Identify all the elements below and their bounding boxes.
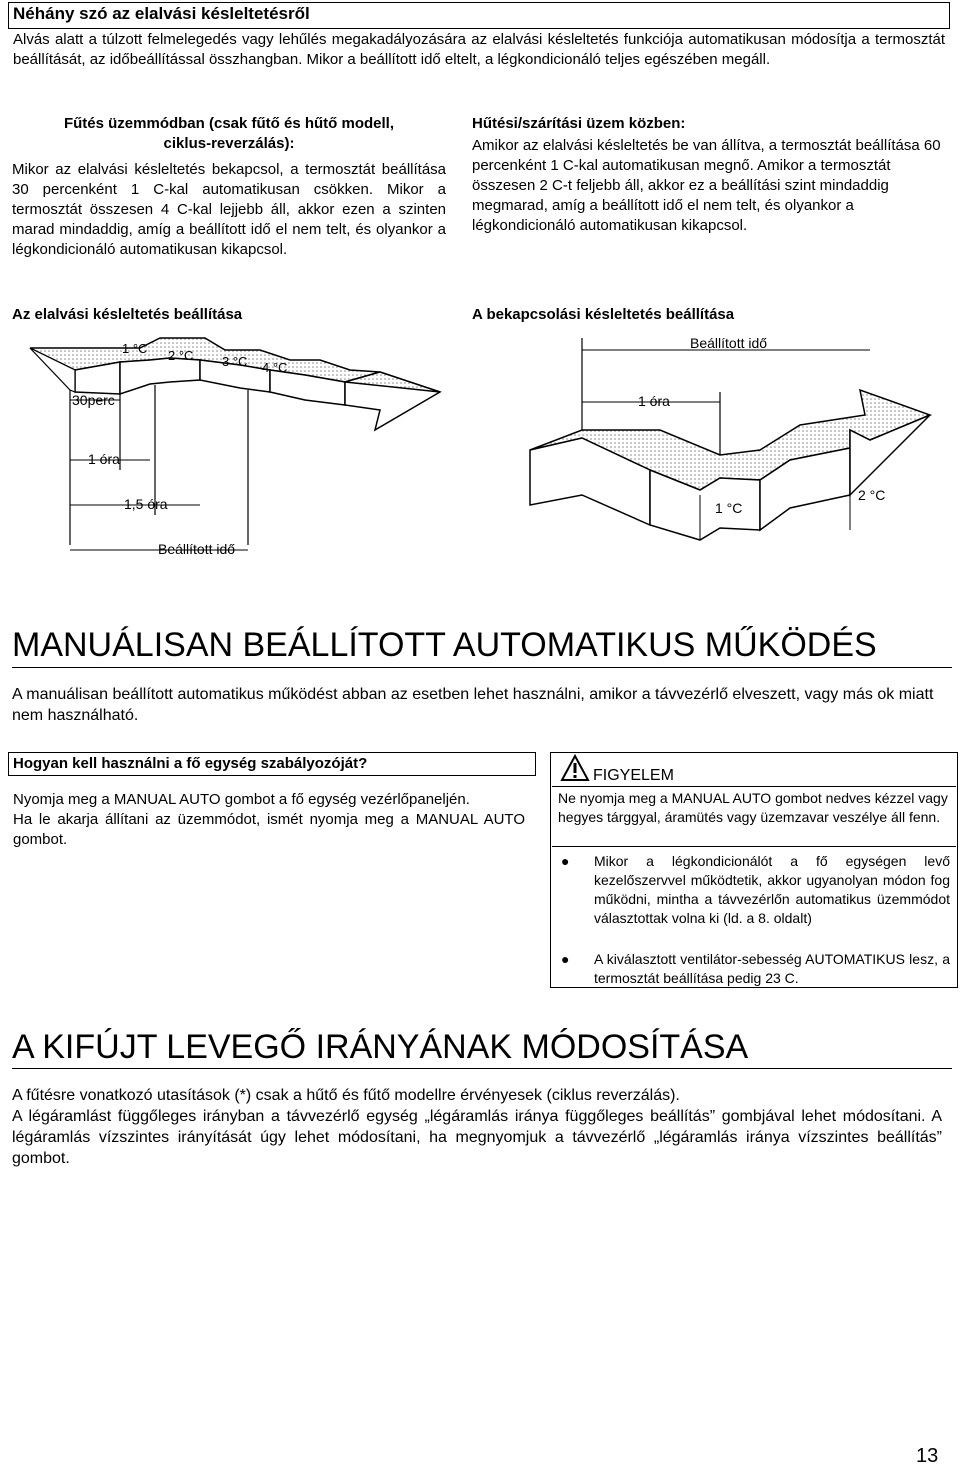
- manual-text: A manuálisan beállított automatikus működést abban az esetben lehet használni, amikor a távvezérlő elveszett, vagy más ok miatt nem használható.: [12, 686, 934, 724]
- sleep-step4-label: 4 °C: [262, 360, 288, 375]
- cooling-heading: Hűtési/szárítási üzem közben:: [472, 115, 686, 132]
- divider: [552, 786, 956, 787]
- heating-heading: [12, 114, 446, 154]
- wake-hour-label: 1 óra: [638, 393, 670, 409]
- heating-text: Mikor az elalvási késleltetés bekapcsol, a termosztát beállítása 30 percenként 1 C-kal automatikusan csökken. Mikor a termosztát összesen 4 C-kal lejjebb áll, akkor ezen a szinten marad mindaddig, amíg a beállított idő el nem telt, és olyankor a légkondicionáló automatikusan kikapcsol.: [12, 161, 446, 258]
- sleep-time-set: Beállított idő: [158, 541, 236, 557]
- sleep-step1-label: 1 °C: [122, 341, 148, 356]
- bullet-icon: ●: [561, 853, 570, 869]
- air-heading: A KIFÚJT LEVEGŐ IRÁNYÁNAK MÓDOSÍTÁSA: [12, 1028, 749, 1066]
- wake-step1-label: 1 °C: [715, 500, 743, 516]
- intro-title: Néhány szó az elalvási késleltetésről: [13, 4, 310, 23]
- warning-text: Ne nyomja meg a MANUAL AUTO gombot nedves kézzel vagy hegyes tárggyal, áramütés vagy üzemzavar veszélye áll fenn.: [558, 790, 948, 825]
- manual-heading: MANUÁLISAN BEÁLLÍTOTT AUTOMATIKUS MŰKÖDÉS: [12, 626, 877, 664]
- sleep-step3-label: 3 °C: [222, 354, 248, 369]
- divider: [552, 846, 956, 847]
- how-text2: Ha le akarja állítani az üzemmódot, ismét nyomja meg a MANUAL AUTO gombot.: [13, 811, 525, 848]
- how-text: [13, 790, 525, 850]
- how-title: Hogyan kell használni a fő egység szabályozóját?: [13, 755, 368, 772]
- divider: [12, 667, 952, 668]
- sleep-time-1-5h: 1,5 óra: [124, 496, 168, 512]
- divider: [12, 1068, 952, 1069]
- wake-total-label: Beállított idő: [690, 335, 768, 351]
- intro-text: Alvás alatt a túlzott felmelegedés vagy lehűlés megakadályozására az elalvási késleltetés funkciója automatikusan módosítja a termosztát beállítását, az időbeállítással összhangban. Mikor a beállított idő eltelt, a légkondicionáló teljes egészében megáll.: [13, 31, 945, 68]
- sleep-time-30min: 30perc: [72, 392, 115, 408]
- wake-delay-diagram: [470, 330, 950, 560]
- sleep-step2-label: 2 °C: [168, 348, 194, 363]
- sleep-diagram-title: Az elalvási késleltetés beállítása: [12, 306, 243, 323]
- air-text1: A fűtésre vonatkozó utasítások (*) csak a hűtő és fűtő modellre érvényesek (ciklus reverzálás).: [12, 1087, 680, 1104]
- cooling-text: Amikor az elalvási késleltetés be van állítva, a termosztát beállítása 60 percenként 1 C-kal automatikusan megnő. Amikor a termosztát összesen 2 C-t feljebb áll, akkor ez a beállítási szint mindaddig megmarad, amíg a beállított idő el nem telt, és olyankor a légkondicionáló automatikusan kikapcsol.: [472, 137, 941, 234]
- air-text: [12, 1085, 942, 1169]
- sleep-delay-diagram: [0, 330, 470, 570]
- warning-triangle-icon: [560, 754, 590, 782]
- heating-heading-line2: ciklus-reverzálás):: [163, 135, 295, 152]
- heating-heading-line1: Fűtés üzemmódban (csak fűtő és hűtő modell,: [63, 115, 395, 132]
- warning-bullet-1: Mikor a légkondicionálót a fő egységen levő kezelőszervvel működtetik, akkor ugyanolyan módon fog működni, mintha a távvezérlőn automatikus üzemmódot választottak volna ki (ld. a 8. oldalt): [594, 853, 950, 926]
- wake-diagram-title: A bekapcsolási késleltetés beállítása: [472, 306, 735, 323]
- bullet-icon: ●: [561, 951, 570, 967]
- sleep-time-1h: 1 óra: [88, 451, 120, 467]
- wake-step2-label: 2 °C: [858, 487, 886, 503]
- page-number: 13: [916, 1445, 939, 1467]
- how-text1: Nyomja meg a MANUAL AUTO gombot a fő egység vezérlőpaneljén.: [13, 791, 470, 808]
- warning-title: FIGYELEM: [593, 767, 674, 784]
- air-text2: A légáramlást függőleges irányban a távvezérlő egység „légáramlás iránya függőleges beállítás” gombjával lehet módosítani. A légáramlás vízszintes irányítását úgy lehet módosítani, ha megnyomjuk a távvezérlő „légáramlás iránya vízszintes beállítás” gombot.: [12, 1108, 942, 1167]
- warning-bullet-2: A kiválasztott ventilátor-sebesség AUTOMATIKUS lesz, a termosztát beállítása pedig 23 C.: [594, 951, 950, 986]
